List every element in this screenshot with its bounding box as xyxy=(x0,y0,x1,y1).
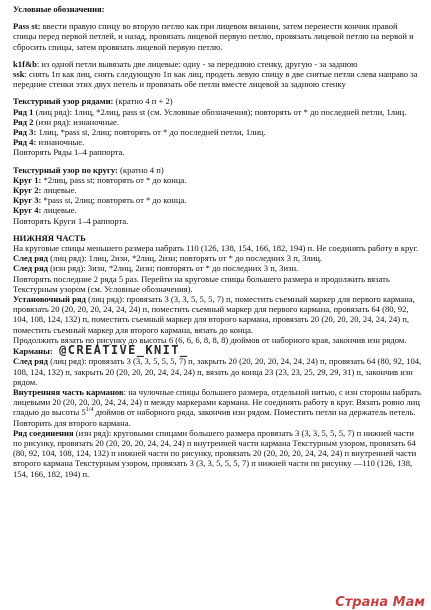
round-pattern-heading: Текстурный узор по кругу: (кратно 4 п) xyxy=(13,164,164,175)
continue-text: Продолжить вязать по рисунку до высоты 6 (6, 6, 6, 8, 8, 8) дюймов от наборного края, закончив изн рядом. xyxy=(13,334,407,345)
inner-pocket: Внутренняя часть карманов: на чулочные спицы большего размера, отдельной нитью, с изн стороны набрать лицевыми 20 (20, 20, 20, 24, 24, 24) п между маркерами кармана. Не соединять работу в круг. Вязать ровно лиц гладью до высоты $5^{1/4}$ дюймов от наборного ряда, закончив изн рядом. Поместить петли на держатель петель. xyxy=(13,386,421,418)
round-pattern-line: Круг 3: *pass st, 2лиц; повторять от * до конца. xyxy=(13,195,187,206)
lower-part-heading: НИЖНЯЯ ЧАСТЬ xyxy=(13,232,86,243)
rows-pattern-line: Ряд 4: изнаночные. xyxy=(13,137,85,148)
round-pattern-repeat: Повторять Круги 1–4 раппорта. xyxy=(13,215,129,226)
legend-title: Условные обозначения: xyxy=(13,4,105,14)
rows-pattern-line: Ряд 3: 1лиц, *pass st, 2лиц; повторять от * до последней петли, 1лиц. xyxy=(13,127,266,138)
round-pattern-line: Круг 2: лицевые. xyxy=(13,185,77,196)
document-page xyxy=(13,4,423,479)
abbr-pass-st: Pass st: ввести правую спицу во вторую петлю как при лицевом вязании, затем перенести кончик правой спицы перед первой петлей, и назад, провязать лицевой первую петлю, провязать лицевой петлю на первой и сбросить спицы, затем провязать лицевой первую петлю. xyxy=(13,21,414,52)
rows-pattern-heading: Текстурный узор рядами: (кратно 4 п + 2) xyxy=(13,96,173,107)
rows-pattern-line: Ряд 1 (лиц ряд): 1лиц, *2лиц, pass st (см. Условные обозначения); повторять от * до последней петли, 1лиц. xyxy=(13,106,407,117)
pocket-row: След ряд (лиц ряд): провязать 3 (3, 3, 5, 5, 5, 7) п, закрыть 20 (20, 20, 20, 24, 24, 24) п, провязать 64 (80, 92, 104, 108, 124, 132) п, закрыть 20 (20, 20, 20, 24, 24, 24) п, вязать до конца 23 (23, 23, 25, 29, 29, 31) п, закончив изн рядом. xyxy=(13,356,422,387)
abbr-k1fb: k1f&b: из одной петли вывязать две лицевые: одну - за переднюю стенку, другую - за заднюю xyxy=(13,58,358,69)
lower-intro: На круговые спицы меньшего размера набрать 110 (126, 138, 154, 166, 182, 194) п. Не соединять работу в круг. xyxy=(13,243,419,254)
setup-row: Установочный ряд (лиц ряд): провязать 3 (3, 3, 5, 5, 5, 7) п, поместить съемный маркер для первого кармана, провязать 20 (20, 20, 20, 24, 24, 24) п, поместить съемный маркер для первого кармана, провязать 64 (80, 92, 104, 108, 124, 132) п, поместить съемный маркер для второго кармана, провязать 20 (20, 20, 20, 24, 24, 24) п, поместить съемный маркер для второго кармана, вязать до конца. xyxy=(13,294,415,335)
round-pattern-line: Круг 1: *2лиц, pass st; повторять от * до конца. xyxy=(13,174,187,185)
creative-knit-watermark: @CREATIVE_KNIT_ xyxy=(59,343,189,358)
site-stamp: Страна Мам xyxy=(335,594,425,610)
abbr-ssk: ssk: снять 1п как лиц, снять следующую 1п как лиц, продеть левую спицу в две снятые петли слева направо за передние стенки этих двух петель и провязать обе петли вместе лицевой за заднюю стенку xyxy=(13,69,418,90)
pockets-heading: Карманы: @CREATIVE_KNIT_ xyxy=(13,343,189,358)
lower-next-row: След ряд (изн ряд): 3изн, *2лиц, 2изн; повторять от * до последних 3 п, 3изн. xyxy=(13,263,299,274)
lower-next-row: След ряд (лиц ряд): 1лиц, 2изн, *2лиц, 2изн; повторять от * до последних 3 п, 3лиц. xyxy=(13,253,323,264)
rows-pattern-repeat: Повторять Ряды 1–4 раппорта. xyxy=(13,147,125,158)
join-row: Ряд соединения (изн ряд): круговыми спицами большего размера провязать 3 (3, 3, 5, 5, 5, 7) п нижней части по рисунку, провязать 20 (20, 20, 20, 24, 24, 24) п внутренней части кармана Текстурным узором, провязать 64 (80, 92, 104, 108, 124, 132) п нижней части по рисунку, провязать 20 (20, 20, 20, 24, 24, 24) п внутренней части второго кармана Текстурным узором, провязать 3 (3, 3, 5, 5, 5, 7) п нижней части по рисунку —110 (126, 138, 154, 166, 182, 194) п. xyxy=(13,427,417,479)
inner-pocket-repeat: Повторить для второго кармана. xyxy=(13,417,131,428)
rows-pattern-line: Ряд 2 (изн ряд): изнаночные. xyxy=(13,116,119,127)
round-pattern-line: Круг 4: лицевые. xyxy=(13,205,77,216)
lower-repeat: Повторять последние 2 ряда 5 раз. Перейти на круговые спицы большего размера и продолжить вязать Текстурным узором (см. Условные обозначения). xyxy=(13,273,390,294)
